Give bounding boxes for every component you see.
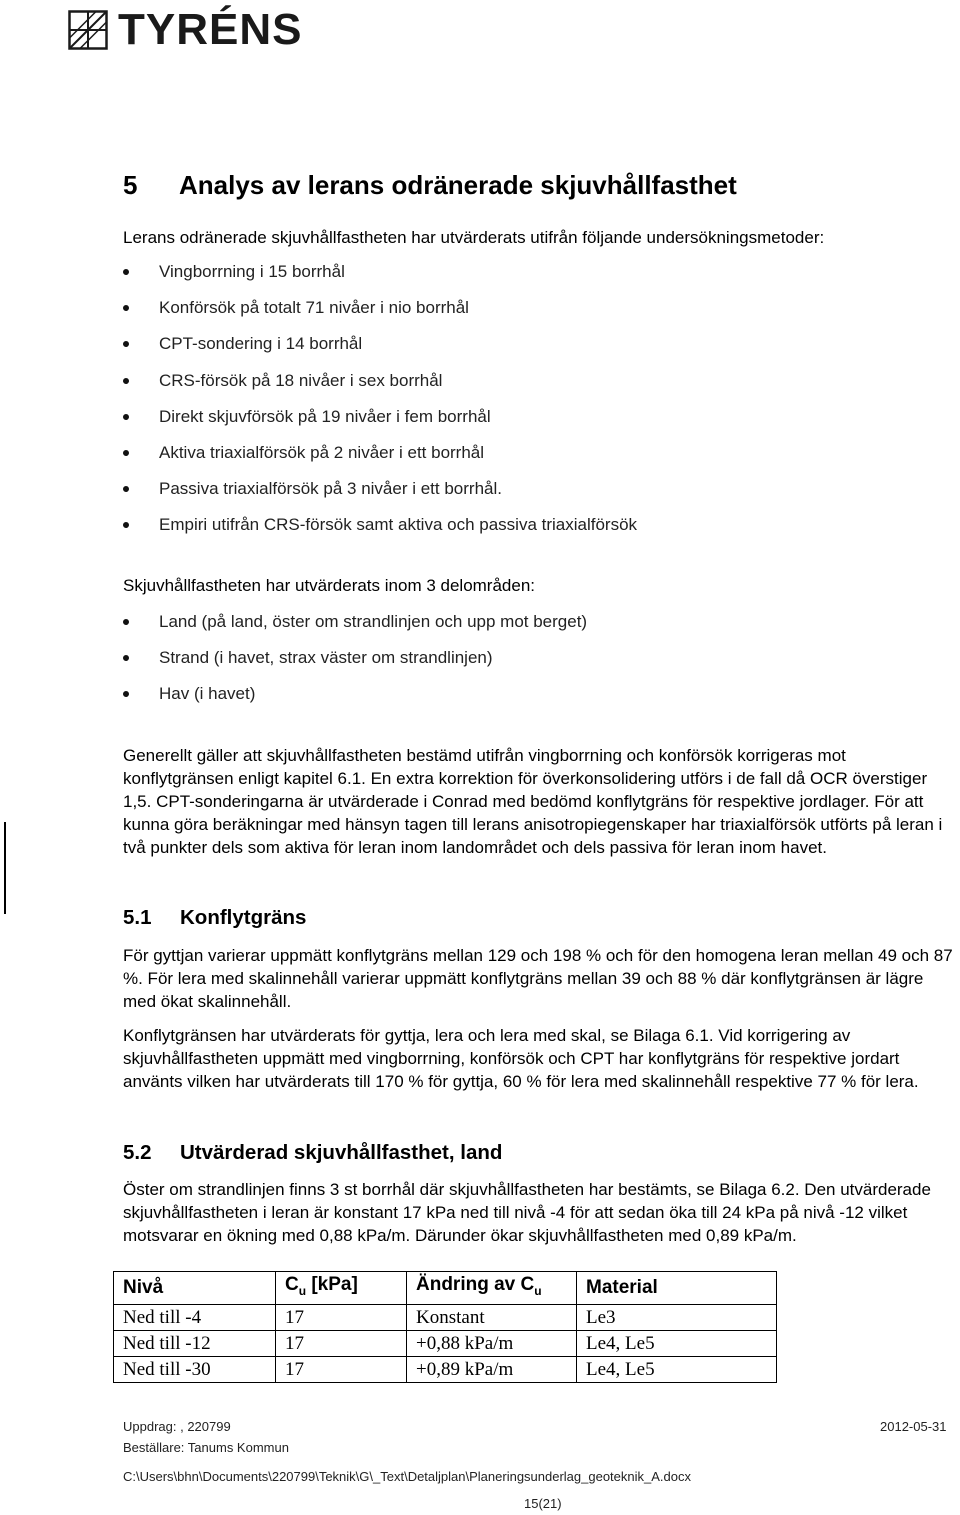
section-heading <box>123 168 737 202</box>
cell-cu: 17 <box>276 1330 407 1356</box>
cell-cu: 17 <box>276 1304 407 1330</box>
subsection-title: Konflytgräns <box>180 906 307 929</box>
list-item: CRS-försök på 18 nivåer i sex borrhål <box>123 370 956 406</box>
change-bar <box>4 822 6 914</box>
table-header-row <box>114 1272 777 1305</box>
list-item: Direkt skjuvförsök på 19 nivåer i fem borrhål <box>123 406 956 442</box>
cell-material: Le3 <box>577 1304 777 1330</box>
table-row <box>114 1304 777 1330</box>
logo-text: TYRÉNS <box>118 5 303 54</box>
header-cu: $C_u$ [kPa] <box>276 1272 407 1305</box>
cell-material: Le4, Le5 <box>577 1356 777 1382</box>
list-item: Passiva triaxialförsök på 3 nivåer i ett borrhål. <box>123 478 956 514</box>
land-paragraph: Öster om strandlinjen finns 3 st borrhål där skjuvhållfastheten har bestämts, se Bilaga 6.2. Den utvärderade skjuvhållfastheten i leran är konstant 17 kPa ned till nivå -4 för att sedan öka till 24 kPa på nivå -12 vilket motsvarar en ökning med 0,88 kPa/m. Därunder ökar skjuvhållfastheten med 0,89 kPa/m. <box>123 1180 931 1245</box>
list-item: Land (på land, öster om strandlinjen och upp mot berget) <box>123 611 956 647</box>
shear-strength-table <box>113 1271 777 1383</box>
table-row <box>114 1330 777 1356</box>
intro-paragraph: Lerans odränerade skjuvhållfastheten har utvärderats utifrån följande undersökningsmetoder: <box>123 228 825 247</box>
table-row <box>114 1356 777 1382</box>
cell-material: Le4, Le5 <box>577 1330 777 1356</box>
subsection-number: 5.1 <box>123 906 152 929</box>
footer-client: Beställare: Tanums Kommun <box>123 1440 289 1455</box>
list-item: Aktiva triaxialförsök på 2 nivåer i ett borrhål <box>123 442 956 478</box>
section-title: Analys av lerans odränerade skjuvhållfasthet <box>179 170 737 200</box>
konflytgrans-paragraph-2: Konflytgränsen har utvärderats för gyttja, lera och lera med skal, se Bilaga 6.1. Vid korrigering av skjuvhållfastheten uppmätt med vingborrning, konförsök och CPT har konflytgräns för respektive jordart använts vilken har utvärderats till 170 % för gyttja, 60 % för lera med skalinnehåll respektive 77 % för lera. <box>123 1026 919 1091</box>
areas-intro: Skjuvhållfastheten har utvärderats inom 3 delområden: <box>123 576 536 595</box>
methods-list <box>123 261 956 551</box>
list-item: Konförsök på totalt 71 nivåer i nio borrhål <box>123 297 956 333</box>
tyrens-logo-icon <box>68 10 108 50</box>
cell-level: Ned till -12 <box>114 1330 276 1356</box>
areas-list <box>123 611 956 720</box>
footer-date: 2012-05-31 <box>880 1419 947 1434</box>
company-logo <box>68 5 303 54</box>
footer-assignment: Uppdrag: , 220799 <box>123 1419 231 1434</box>
list-item: Vingborrning i 15 borrhål <box>123 261 956 297</box>
cell-cu: 17 <box>276 1356 407 1382</box>
list-item: CPT-sondering i 14 borrhål <box>123 333 956 369</box>
general-paragraph: Generellt gäller att skjuvhållfastheten bestämd utifrån vingborrning och konförsök korrigeras mot konflytgränsen enligt kapitel 6.1. En extra korrektion för överkonsolidering utförs i de fall då OCR överstiger 1,5. CPT-sonderingarna är utvärderade i Conrad med bedömd konflytgräns för respektive jordlager. För att kunna göra beräkningar med hänsyn tagen till lerans anisotropiegenskaper har triaxialförsök utförts på leran i två punkter dels som aktiva för leran inom landområdet och dels passiva för leran inom havet. <box>123 746 943 857</box>
list-item: Empiri utifrån CRS-försök samt aktiva och passiva triaxialförsök <box>123 514 956 550</box>
list-item: Hav (i havet) <box>123 683 956 719</box>
konflytgrans-paragraph-1: För gyttjan varierar uppmätt konflytgräns mellan 129 och 198 % och för den homogena leran mellan 49 och 87 %. För lera med skalinnehåll varierar uppmätt konflytgräns mellan 39 och 88 % där konflytgränsen är lägre med ökat skalinnehåll. <box>123 946 953 1011</box>
cell-change: Konstant <box>407 1304 577 1330</box>
section-number: 5 <box>123 170 138 200</box>
page-number: 15(21) <box>524 1496 562 1511</box>
cell-change: +0,89 kPa/m <box>407 1356 577 1382</box>
subsection-heading-5-2 <box>123 1139 956 1167</box>
cell-level: Ned till -30 <box>114 1356 276 1382</box>
cell-change: +0,88 kPa/m <box>407 1330 577 1356</box>
subsection-title: Utvärderad skjuvhållfasthet, land <box>180 1141 503 1164</box>
subsection-number: 5.2 <box>123 1141 152 1164</box>
subsection-heading-5-1 <box>123 904 956 932</box>
list-item: Strand (i havet, strax väster om strandlinjen) <box>123 647 956 683</box>
header-level: Nivå <box>114 1272 276 1305</box>
cell-level: Ned till -4 <box>114 1304 276 1330</box>
header-change: Ändring av $C_u$ <box>407 1272 577 1305</box>
footer-file-path: C:\Users\bhn\Documents\220799\Teknik\G\_Text\Detaljplan\Planeringsunderlag_geoteknik_A.docx <box>123 1469 691 1484</box>
header-material: Material <box>577 1272 777 1305</box>
